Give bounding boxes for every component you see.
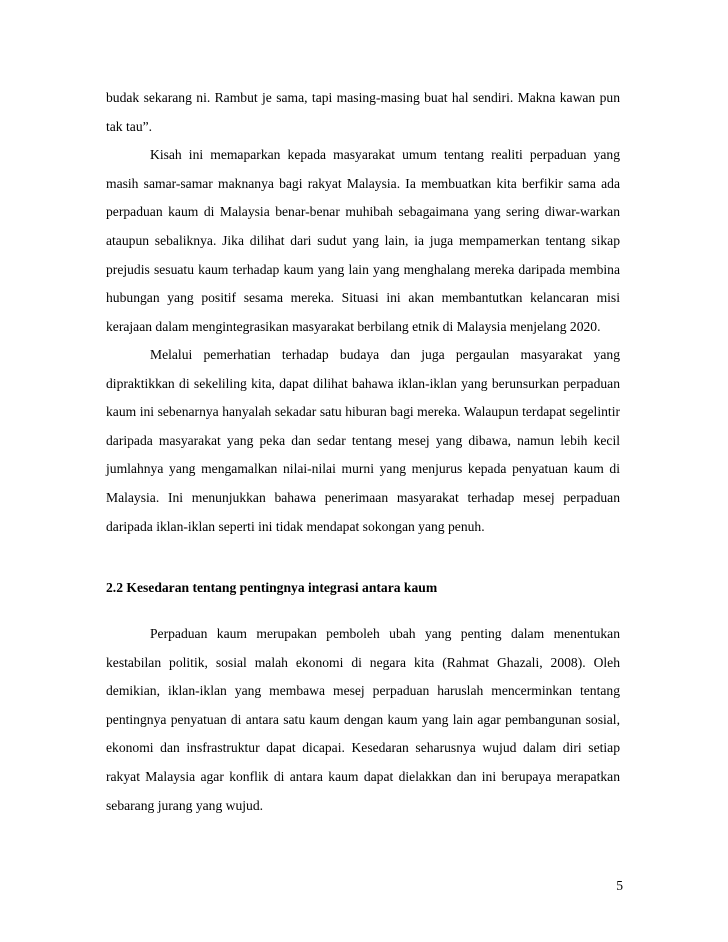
- section-heading: 2.2 Kesedaran tentang pentingnya integrasi antara kaum: [106, 580, 438, 595]
- page-number: 5: [616, 878, 623, 893]
- paragraph-pemerhatian: Melalui pemerhatian terhadap budaya dan juga pergaulan masyarakat yang dipraktikkan di sekeliling kita, dapat dilihat bahawa iklan-iklan yang berunsurkan perpaduan kaum ini sebenarnya hanyalah sekadar satu hiburan bagi mereka. Walaupun terdapat segelintir daripada masyarakat yang peka dan sedar tentang mesej yang dibawa, namun lebih kecil jumlahnya yang mengamalkan nilai-nilai murni yang menjurus kepada penyatuan kaum di Malaysia. Ini menunjukkan bahawa penerimaan masyarakat terhadap mesej perpaduan daripada iklan-iklan seperti ini tidak mendapat sokongan yang penuh.: [106, 347, 620, 534]
- paragraph-kisah: Kisah ini memaparkan kepada masyarakat umum tentang realiti perpaduan yang masih samar-samar maknanya bagi rakyat Malaysia. Ia membuatkan kita berfikir sama ada perpaduan kaum di Malaysia benar-benar muhibah sebagaimana yang sering diwar-warkan ataupun sebaliknya. Jika dilihat dari sudut yang lain, ia juga mempamerkan tentang sikap prejudis sesuatu kaum terhadap kaum yang lain yang menghalang mereka daripada membina hubungan yang positif sesama mereka. Situasi ini akan membantutkan kelancaran misi kerajaan dalam mengintegrasikan masyarakat berbilang etnik di Malaysia menjelang 2020.: [106, 147, 620, 334]
- paragraph-perpaduan: Perpaduan kaum merupakan pemboleh ubah yang penting dalam menentukan kestabilan politik, sosial malah ekonomi di negara kita (Rahmat Ghazali, 2008). Oleh demikian, iklan-iklan yang membawa mesej perpaduan haruslah mencerminkan tentang pentingnya penyatuan di antara satu kaum dengan kaum yang lain agar pembangunan sosial, ekonomi dan insfrastruktur dapat dicapai. Kesedaran seharusnya wujud dalam diri setiap rakyat Malaysia agar konflik di antara kaum dapat dielakkan dan ini berupaya merapatkan sebarang jurang yang wujud.: [106, 626, 620, 813]
- text-section-top: [106, 84, 620, 341]
- text-section-middle: [106, 341, 620, 541]
- paragraph-continuation: budak sekarang ni. Rambut je sama, tapi masing-masing buat hal sendiri. Makna kawan pun tak tau”.: [106, 90, 620, 134]
- text-section-bottom: [106, 620, 620, 820]
